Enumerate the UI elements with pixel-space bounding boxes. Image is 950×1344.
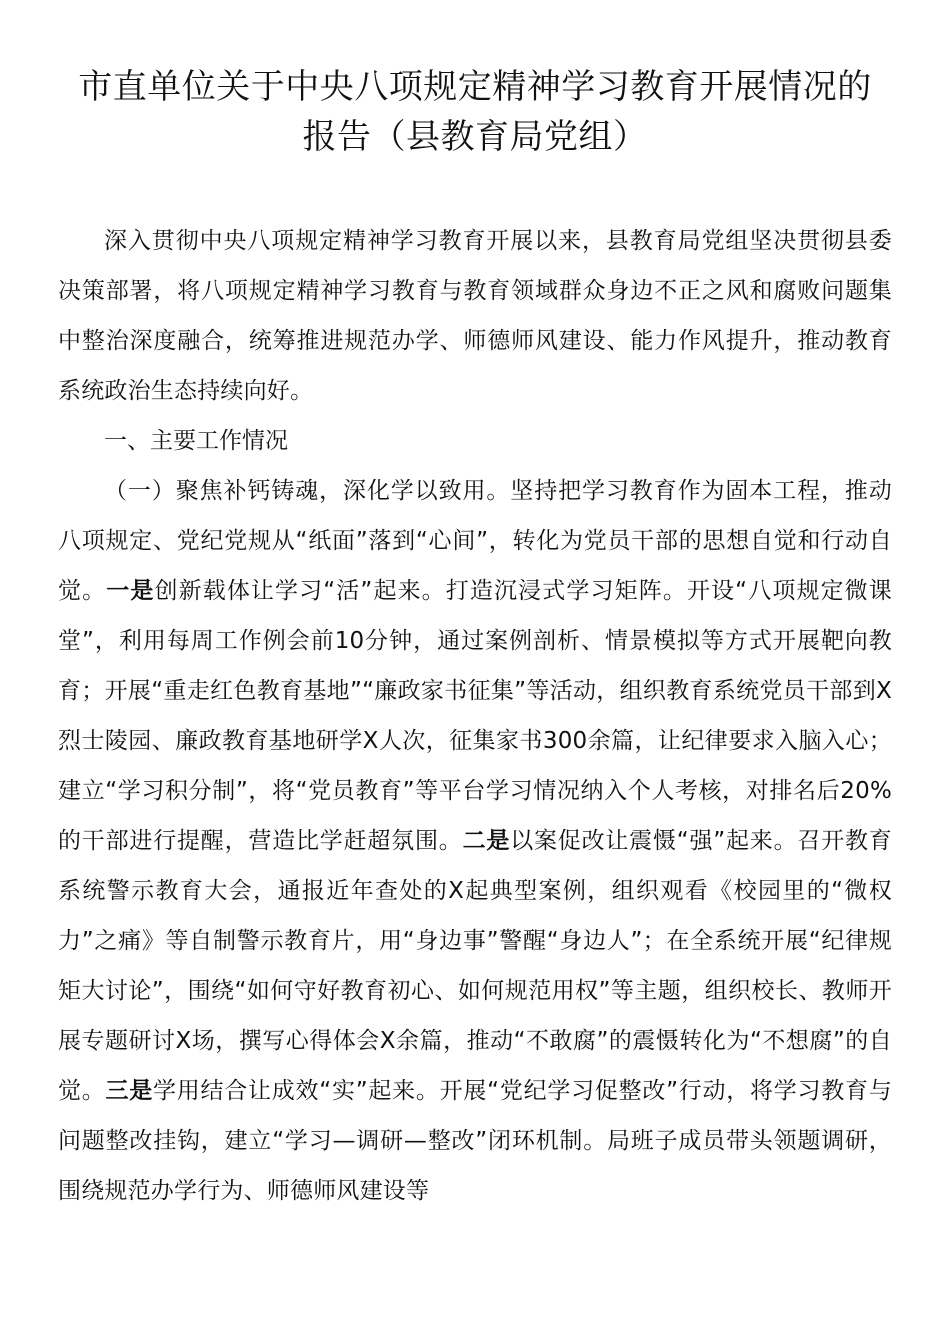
point-label-1: 一是 xyxy=(106,578,155,604)
section-paragraph-focus xyxy=(58,466,892,1216)
title-line-2: 报告（县教育局党组） xyxy=(302,117,648,157)
document-title xyxy=(58,62,892,162)
point-text-2: 以案促改让震慑“强”起来。召开教育系统警示教育大会，通报近年查处的X起典型案例，组织观看《校园里的“微权力”之痛》等自制警示教育片，用“身边事”警醒“身边人”；在全系统开展“纪律规矩大讨论”，围绕“如何守好教育初心、如何规范用权”等主题，组织校长、教师开展专题研讨X场，撰写心得体会X余篇，推动“不敢腐”的震慑转化为“不想腐”的自觉。 xyxy=(58,828,892,1104)
title-line-1: 市直单位关于中央八项规定精神学习教育开展情况的 xyxy=(78,67,872,107)
point-text-1: 创新载体让学习“活”起来。打造沉浸式学习矩阵。开设“八项规定微课堂”，利用每周工作例会前10分钟，通过案例剖析、情景模拟等方式开展靶向教育；开展“重走红色教育基地”“廉政家书征集”等活动，组织教育系统党员干部到X烈士陵园、廉政教育基地研学X人次，征集家书300余篇，让纪律要求入脑入心；建立“学习积分制”，将“党员教育”等平台学习情况纳入个人考核，对排名后20%的干部进行提醒，营造比学赶超氛围。 xyxy=(58,578,892,854)
point-label-3: 三是 xyxy=(105,1078,154,1104)
document-body xyxy=(58,216,892,1216)
point-label-2: 二是 xyxy=(462,828,511,854)
point-text-3: 学用结合让成效“实”起来。开展“党纪学习促整改”行动，将学习教育与问题整改挂钩，建立“学习—调研—整改”闭环机制。局班子成员带头领题调研，围绕规范办学行为、师德师风建设等 xyxy=(58,1078,893,1204)
section-heading-main-work: 一、主要工作情况 xyxy=(104,428,288,454)
paragraph-lead: （一）聚焦补钙铸魂，深化学以致用。坚持把学习教育作为固本工程，推动八项规定、党纪党规从“纸面”落到“心间”，转化为党员干部的思想自觉和行动自觉。 xyxy=(58,478,892,604)
intro-paragraph: 深入贯彻中央八项规定精神学习教育开展以来，县教育局党组坚决贯彻县委决策部署，将八项规定精神学习教育与教育领域群众身边不正之风和腐败问题集中整治深度融合，统筹推进规范办学、师德师风建设、能力作风提升，推动教育系统政治生态持续向好。 xyxy=(58,228,892,404)
